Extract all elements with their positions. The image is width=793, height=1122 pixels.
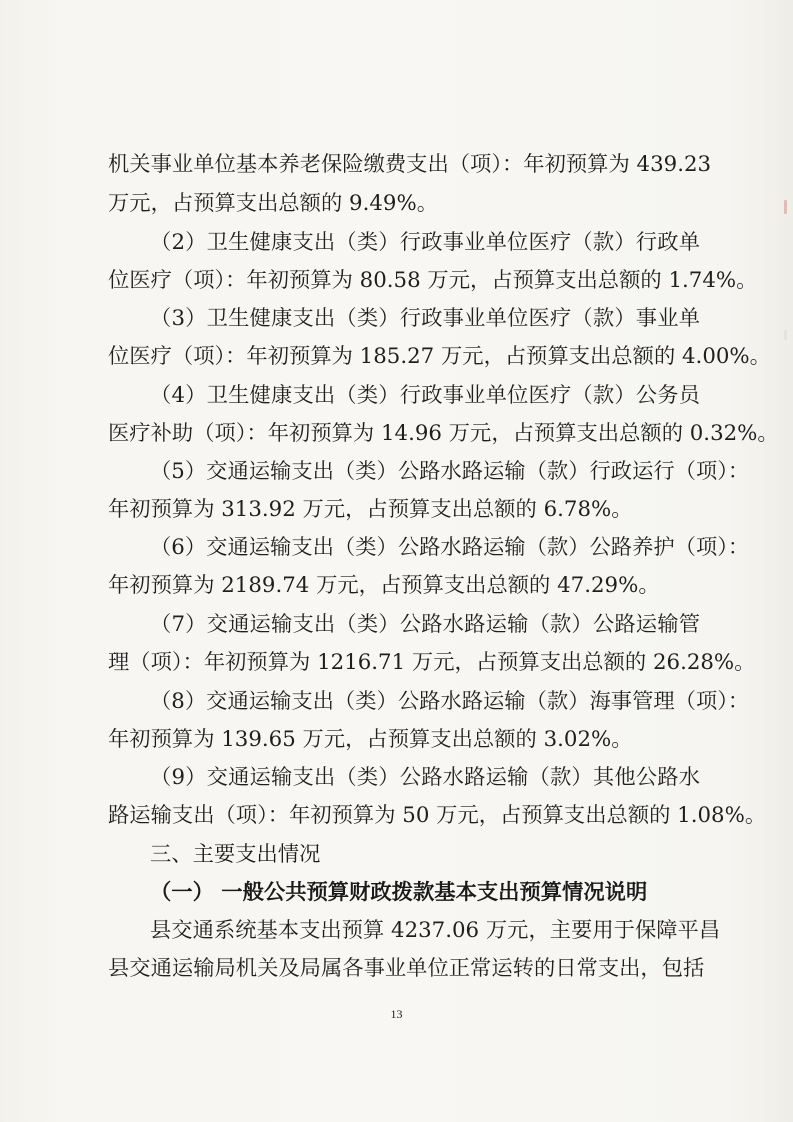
page-number: 13 <box>390 1007 403 1021</box>
paragraph-line: 年初预算为 2189.74 万元，占预算支出总额的 47.29%。 <box>108 573 660 598</box>
paragraph-line: 机关事业单位基本养老保险缴费支出（项）：年初预算为 439.23 <box>108 152 712 177</box>
binding-mark <box>784 200 787 214</box>
paragraph-line: （9）交通运输支出（类）公路水路运输（款）其他公路水 <box>150 765 700 790</box>
paragraph-line: （7）交通运输支出（类）公路水路运输（款）公路运输管 <box>150 612 700 637</box>
paragraph-line: 理（项）：年初预算为 1216.71 万元，占预算支出总额的 26.28%。 <box>108 650 756 675</box>
subsection-heading: （一） 一般公共预算财政拨款基本支出预算情况说明 <box>150 880 648 905</box>
paragraph-line: （3）卫生健康支出（类）行政事业单位医疗（款）事业单 <box>150 306 700 331</box>
paragraph-line: （5）交通运输支出（类）公路水路运输（款）行政运行（项）： <box>150 459 750 484</box>
paragraph-line: （6）交通运输支出（类）公路水路运输（款）公路养护（项）： <box>150 535 750 560</box>
paragraph-line: 年初预算为 313.92 万元，占预算支出总额的 6.78%。 <box>108 497 633 522</box>
paragraph-line: 位医疗（项）：年初预算为 185.27 万元，占预算支出总额的 4.00%。 <box>108 344 771 369</box>
paragraph-line: 医疗补助（项）：年初预算为 14.96 万元，占预算支出总额的 0.32%。 <box>108 421 779 446</box>
paragraph-line: （4）卫生健康支出（类）行政事业单位医疗（款）公务员 <box>150 383 700 408</box>
paragraph-line: 年初预算为 139.65 万元，占预算支出总额的 3.02%。 <box>108 727 633 752</box>
paragraph-line: （2）卫生健康支出（类）行政事业单位医疗（款）行政单 <box>150 230 700 255</box>
paragraph-line: 县交通系统基本支出预算 4237.06 万元，主要用于保障平昌 <box>150 918 721 943</box>
paragraph-line: 万元，占预算支出总额的 9.49%。 <box>108 191 438 216</box>
paragraph-line: 位医疗（项）：年初预算为 80.58 万元，占预算支出总额的 1.74%。 <box>108 268 758 293</box>
paragraph-line: （8）交通运输支出（类）公路水路运输（款）海事管理（项）： <box>150 689 750 714</box>
binding-mark <box>784 330 787 340</box>
paragraph-line: 路运输支出（项）：年初预算为 50 万元，占预算支出总额的 1.08%。 <box>108 803 767 828</box>
paragraph-line: 县交通运输局机关及局属各事业单位正常运转的日常支出，包括 <box>108 956 705 981</box>
section-heading: 三、主要支出情况 <box>150 842 321 867</box>
